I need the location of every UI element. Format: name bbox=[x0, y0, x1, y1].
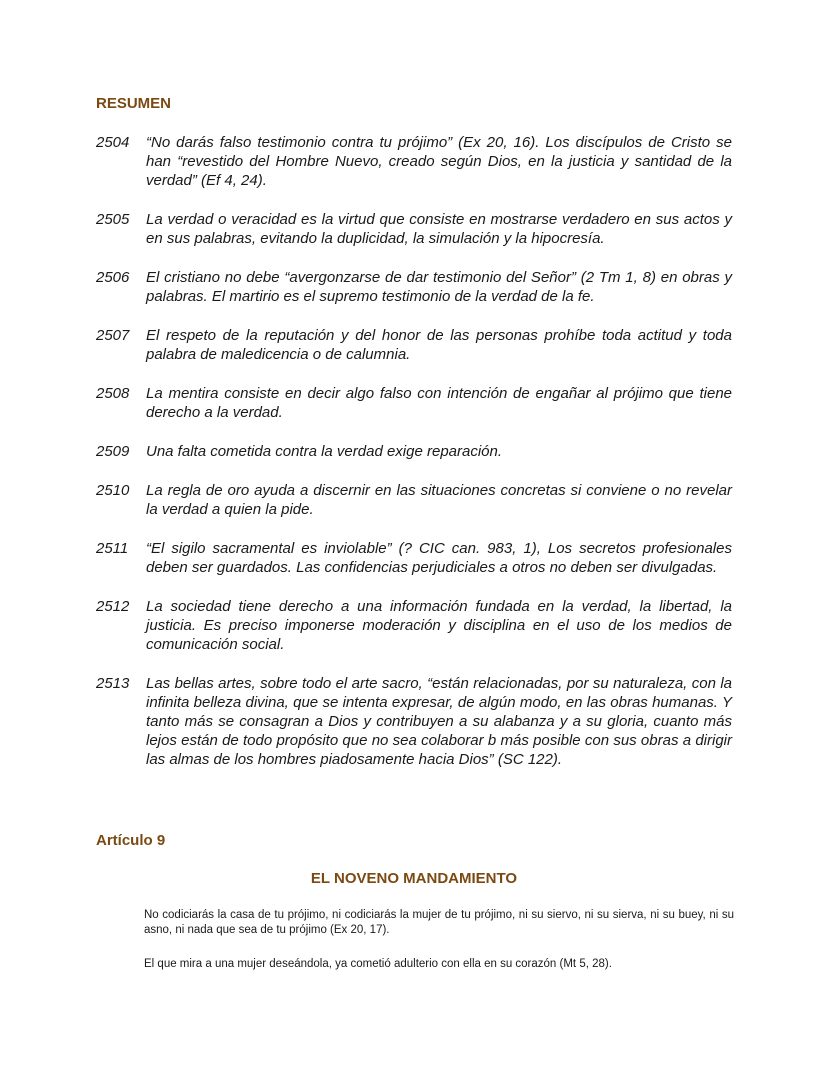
entry-text: “El sigilo sacramental es inviolable” (? CIC can. 983, 1), Los secretos profesionales deben ser guardados. Las confidencias perjudiciales a otros no deben ser divulgadas. bbox=[146, 540, 732, 576]
entry-text: La regla de oro ayuda a discernir en las situaciones concretas si conviene o no revelar la verdad a quien la pide. bbox=[146, 482, 732, 518]
entry-number: 2510 bbox=[96, 482, 130, 499]
entry-text: La mentira consiste en decir algo falso con intención de engañar al prójimo que tiene derecho a la verdad. bbox=[146, 385, 732, 421]
resumen-heading: RESUMEN bbox=[96, 95, 172, 112]
summary-entry-2511 bbox=[96, 539, 732, 577]
summary-entry-2509 bbox=[96, 442, 732, 461]
entry-text: Una falta cometida contra la verdad exige reparación. bbox=[146, 443, 503, 460]
entry-number: 2511 bbox=[96, 540, 129, 557]
summary-entry-2504 bbox=[96, 133, 732, 190]
summary-entry-2512 bbox=[96, 597, 732, 654]
entry-number: 2505 bbox=[96, 211, 130, 228]
summary-list bbox=[96, 133, 732, 789]
entry-text: La verdad o veracidad es la virtud que consiste en mostrarse verdadero en sus actos y en sus palabras, evitando la duplicidad, la simulación y la hipocresía. bbox=[146, 211, 732, 247]
entry-number: 2508 bbox=[96, 385, 130, 402]
scripture-quote: No codiciarás la casa de tu prójimo, ni codiciarás la mujer de tu prójimo, ni su siervo, ni su sierva, ni su buey, ni su asno, ni nada que sea de tu prójimo (Ex 20, 17). bbox=[144, 909, 734, 936]
entry-number: 2513 bbox=[96, 675, 130, 692]
summary-entry-2506 bbox=[96, 268, 732, 306]
summary-entry-2510 bbox=[96, 481, 732, 519]
entry-text: “No darás falso testimonio contra tu prójimo” (Ex 20, 16). Los discípulos de Cristo se han “revestido del Hombre Nuevo, creado según Dios, en la justicia y santidad de la verdad” (Ef 4, 24). bbox=[146, 134, 732, 189]
entry-text: El cristiano no debe “avergonzarse de dar testimonio del Señor” (2 Tm 1, 8) en obras y palabras. El martirio es el supremo testimonio de la verdad de la fe. bbox=[146, 269, 732, 305]
summary-entry-2513 bbox=[96, 674, 732, 769]
summary-entry-2508 bbox=[96, 384, 732, 422]
entry-number: 2504 bbox=[96, 134, 130, 151]
entry-number: 2507 bbox=[96, 327, 130, 344]
article-heading: Artículo 9 bbox=[96, 832, 166, 849]
summary-entry-2505 bbox=[96, 210, 732, 248]
summary-entry-2507 bbox=[96, 326, 732, 364]
entry-number: 2512 bbox=[96, 598, 130, 615]
entry-text: Las bellas artes, sobre todo el arte sacro, “están relacionadas, por su naturaleza, con la infinita belleza divina, que se intenta expresar, de algún modo, en las obras humanas. Y tanto más se consagran a Dios y contribuyen a su alabanza y a su gloria, cuanto más lejos están de todo propósito que no sea colaborar b más posible con sus obras a dirigir las almas de los hombres piadosamente hacia Dios” (SC 122). bbox=[146, 675, 732, 768]
scripture-quote: El que mira a una mujer deseándola, ya cometió adulterio con ella en su corazón (Mt 5, 28). bbox=[144, 958, 612, 970]
entry-text: El respeto de la reputación y del honor de las personas prohíbe toda actitud y toda palabra de maledicencia o de calumnia. bbox=[146, 327, 732, 363]
entry-number: 2509 bbox=[96, 443, 130, 460]
entry-number: 2506 bbox=[96, 269, 130, 286]
entry-text: La sociedad tiene derecho a una información fundada en la verdad, la libertad, la justicia. Es preciso imponerse moderación y disciplina en el uso de los medios de comunicación social. bbox=[146, 598, 732, 653]
article-title: EL NOVENO MANDAMIENTO bbox=[310, 870, 518, 887]
